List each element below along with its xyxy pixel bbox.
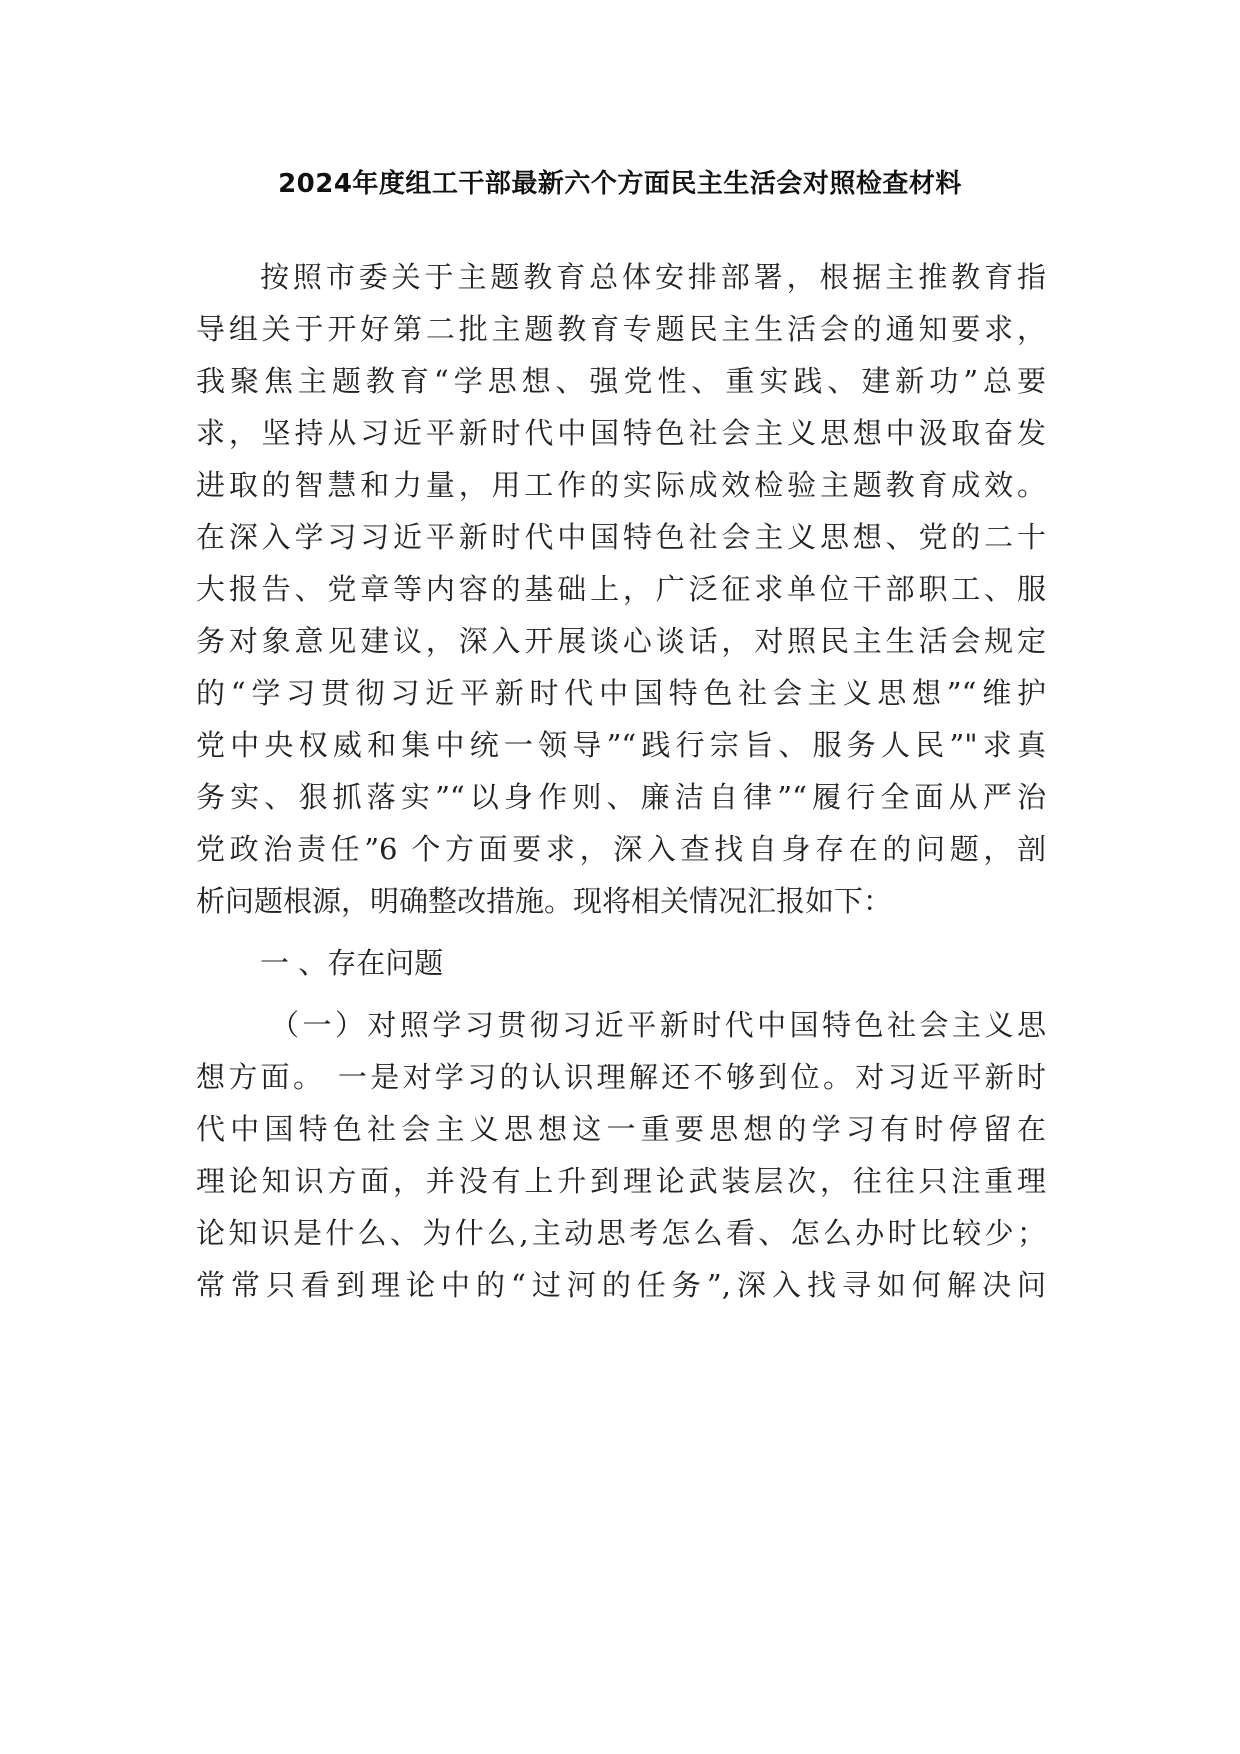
paragraph-line: 进取的智慧和力量，用工作的实际成效检验主题教育成效。 (196, 468, 1046, 502)
paragraph-line: 常常只看到理论中的“过河的任务”,深入找寻如何解决问 (196, 1268, 1046, 1302)
paragraph-line: 大报告、党章等内容的基础上，广泛征求单位干部职工、服 (196, 572, 1046, 606)
paragraph-line: 理论知识方面，并没有上升到理论武装层次，往往只注重理 (196, 1164, 1046, 1198)
paragraph-line: 导组关于开好第二批主题教育专题民主生活会的通知要求， (196, 312, 1046, 346)
paragraph-line: 论知识是什么、为什么,主动思考怎么看、怎么办时比较少； (196, 1216, 1046, 1250)
paragraph-line: 析问题根源，明确整改措施。现将相关情况汇报如下： (196, 884, 893, 918)
paragraph-line: 务对象意见建议，深入开展谈心谈话，对照民主生活会规定 (196, 624, 1046, 658)
paragraph-line: 我聚焦主题教育“学思想、强党性、重实践、建新功”总要 (196, 364, 1046, 398)
paragraph-line: 的“学习贯彻习近平新时代中国特色社会主义思想”“维护 (196, 676, 1046, 710)
paragraph-line: 按照市委关于主题教育总体安排部署，根据主推教育指 (260, 260, 1046, 294)
paragraph-line: 党政治责任”6 个方面要求，深入查找自身存在的问题，剖 (196, 832, 1046, 866)
subsection-line: （一）对照学习贯彻习近平新时代中国特色社会主义思 (270, 1008, 1046, 1042)
paragraph-line: 党中央权威和集中统一领导”“践行宗旨、服务人民”"求真 (196, 728, 1046, 762)
paragraph-line: 求，坚持从习近平新时代中国特色社会主义思想中汲取奋发 (196, 416, 1046, 450)
section-heading: 一 、存在问题 (260, 946, 444, 980)
paragraph-line: 务实、狠抓落实”“以身作则、廉洁自律”“履行全面从严治 (196, 780, 1046, 814)
paragraph-line: 想方面。 一是对学习的认识理解还不够到位。对习近平新时 (196, 1060, 1046, 1094)
document-title: 2024年度组工干部最新六个方面民主生活会对照检查材料 (278, 169, 962, 199)
paragraph-line: 在深入学习习近平新时代中国特色社会主义思想、党的二十 (196, 520, 1046, 554)
paragraph-line: 代中国特色社会主义思想这一重要思想的学习有时停留在 (196, 1112, 1046, 1146)
